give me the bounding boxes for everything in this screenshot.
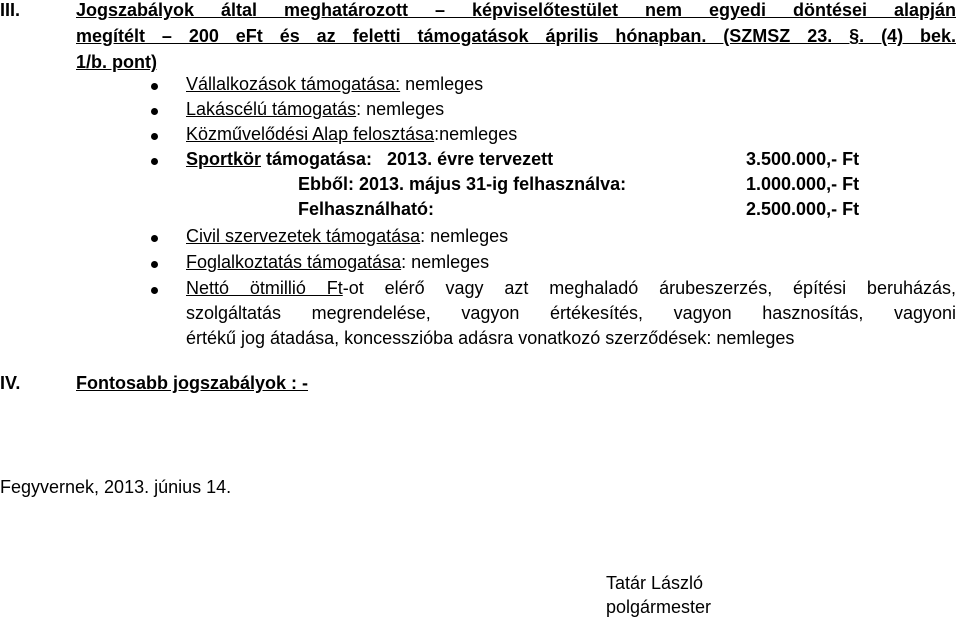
civil-label: Civil szervezetek támogatása (186, 226, 421, 246)
bullet-icon (151, 133, 158, 140)
foglalkoztatas-label: Foglalkoztatás támogatása (186, 252, 402, 272)
sportkor-planned-label: támogatása: 2013. évre tervezett (261, 149, 554, 169)
vallalkozas-value: nemleges (400, 74, 484, 94)
civil-value: : nemleges (420, 226, 509, 246)
section-4-numeral: IV. (0, 373, 21, 393)
list-item-netto-line-2: szolgáltatás megrendelése, vagyon értékesítés, vagyon hasznosítás, vagyoni (186, 303, 956, 323)
list-item-netto-line-3: értékű jog átadása, koncesszióba adásra vonatkozó szerződések: nemleges (186, 328, 795, 348)
signatory-title: polgármester (606, 597, 712, 617)
vallalkozas-label: Vállalkozások támogatása: (186, 74, 401, 94)
section-3-heading-line-3: 1/b. pont) (76, 52, 157, 72)
list-item-lakascelu (186, 99, 444, 120)
list-item-vallalkozas (186, 74, 483, 95)
netto-line-1-rest: -ot elérő vagy azt meghaladó árubeszerzés, építési beruházás, (342, 278, 956, 298)
sportkor-planned-amount: 3.500.000,- Ft (746, 149, 860, 169)
list-item-sportkor (186, 149, 553, 170)
section-3-heading-line-1: Jogszabályok által meghatározott – képviselőtestület nem egyedi döntései alapján (76, 0, 956, 20)
place-date: Fegyvernek, 2013. június 14. (0, 477, 232, 497)
sportkor-available-label: Felhasználható: (298, 199, 435, 219)
lakascelu-label: Lakáscélú támogatás (186, 99, 357, 119)
signatory-name: Tatár László (606, 573, 704, 593)
kozmuvelodes-label: Közművelődési Alap felosztása (186, 124, 435, 144)
foglalkoztatas-value: : nemleges (401, 252, 490, 272)
section-3-heading-line-2: megítélt – 200 eFt és az feletti támogatások április hónapban. (SZMSZ 23. §. (4) bek. (76, 26, 956, 46)
sportkor-used-label: Ebből: 2013. május 31-ig felhasználva: (298, 174, 627, 194)
sportkor-label: Sportkör (186, 149, 262, 169)
bullet-icon (151, 261, 158, 268)
section-3-numeral: III. (0, 0, 21, 20)
list-item-civil (186, 226, 508, 247)
kozmuvelodes-value: :nemleges (434, 124, 518, 144)
bullet-icon (151, 235, 158, 242)
netto-label: Nettó ötmillió Ft (186, 278, 343, 298)
lakascelu-value: : nemleges (356, 99, 445, 119)
sportkor-used-amount: 1.000.000,- Ft (746, 174, 860, 194)
list-item-netto-line-1 (186, 278, 956, 299)
list-item-foglalkoztatas (186, 252, 489, 273)
section-4-heading: Fontosabb jogszabályok : - (76, 373, 309, 393)
bullet-icon (151, 287, 158, 294)
list-item-kozmuvelodes (186, 124, 517, 145)
sportkor-available-amount: 2.500.000,- Ft (746, 199, 860, 219)
bullet-icon (151, 158, 158, 165)
bullet-icon (151, 83, 158, 90)
bullet-icon (151, 108, 158, 115)
